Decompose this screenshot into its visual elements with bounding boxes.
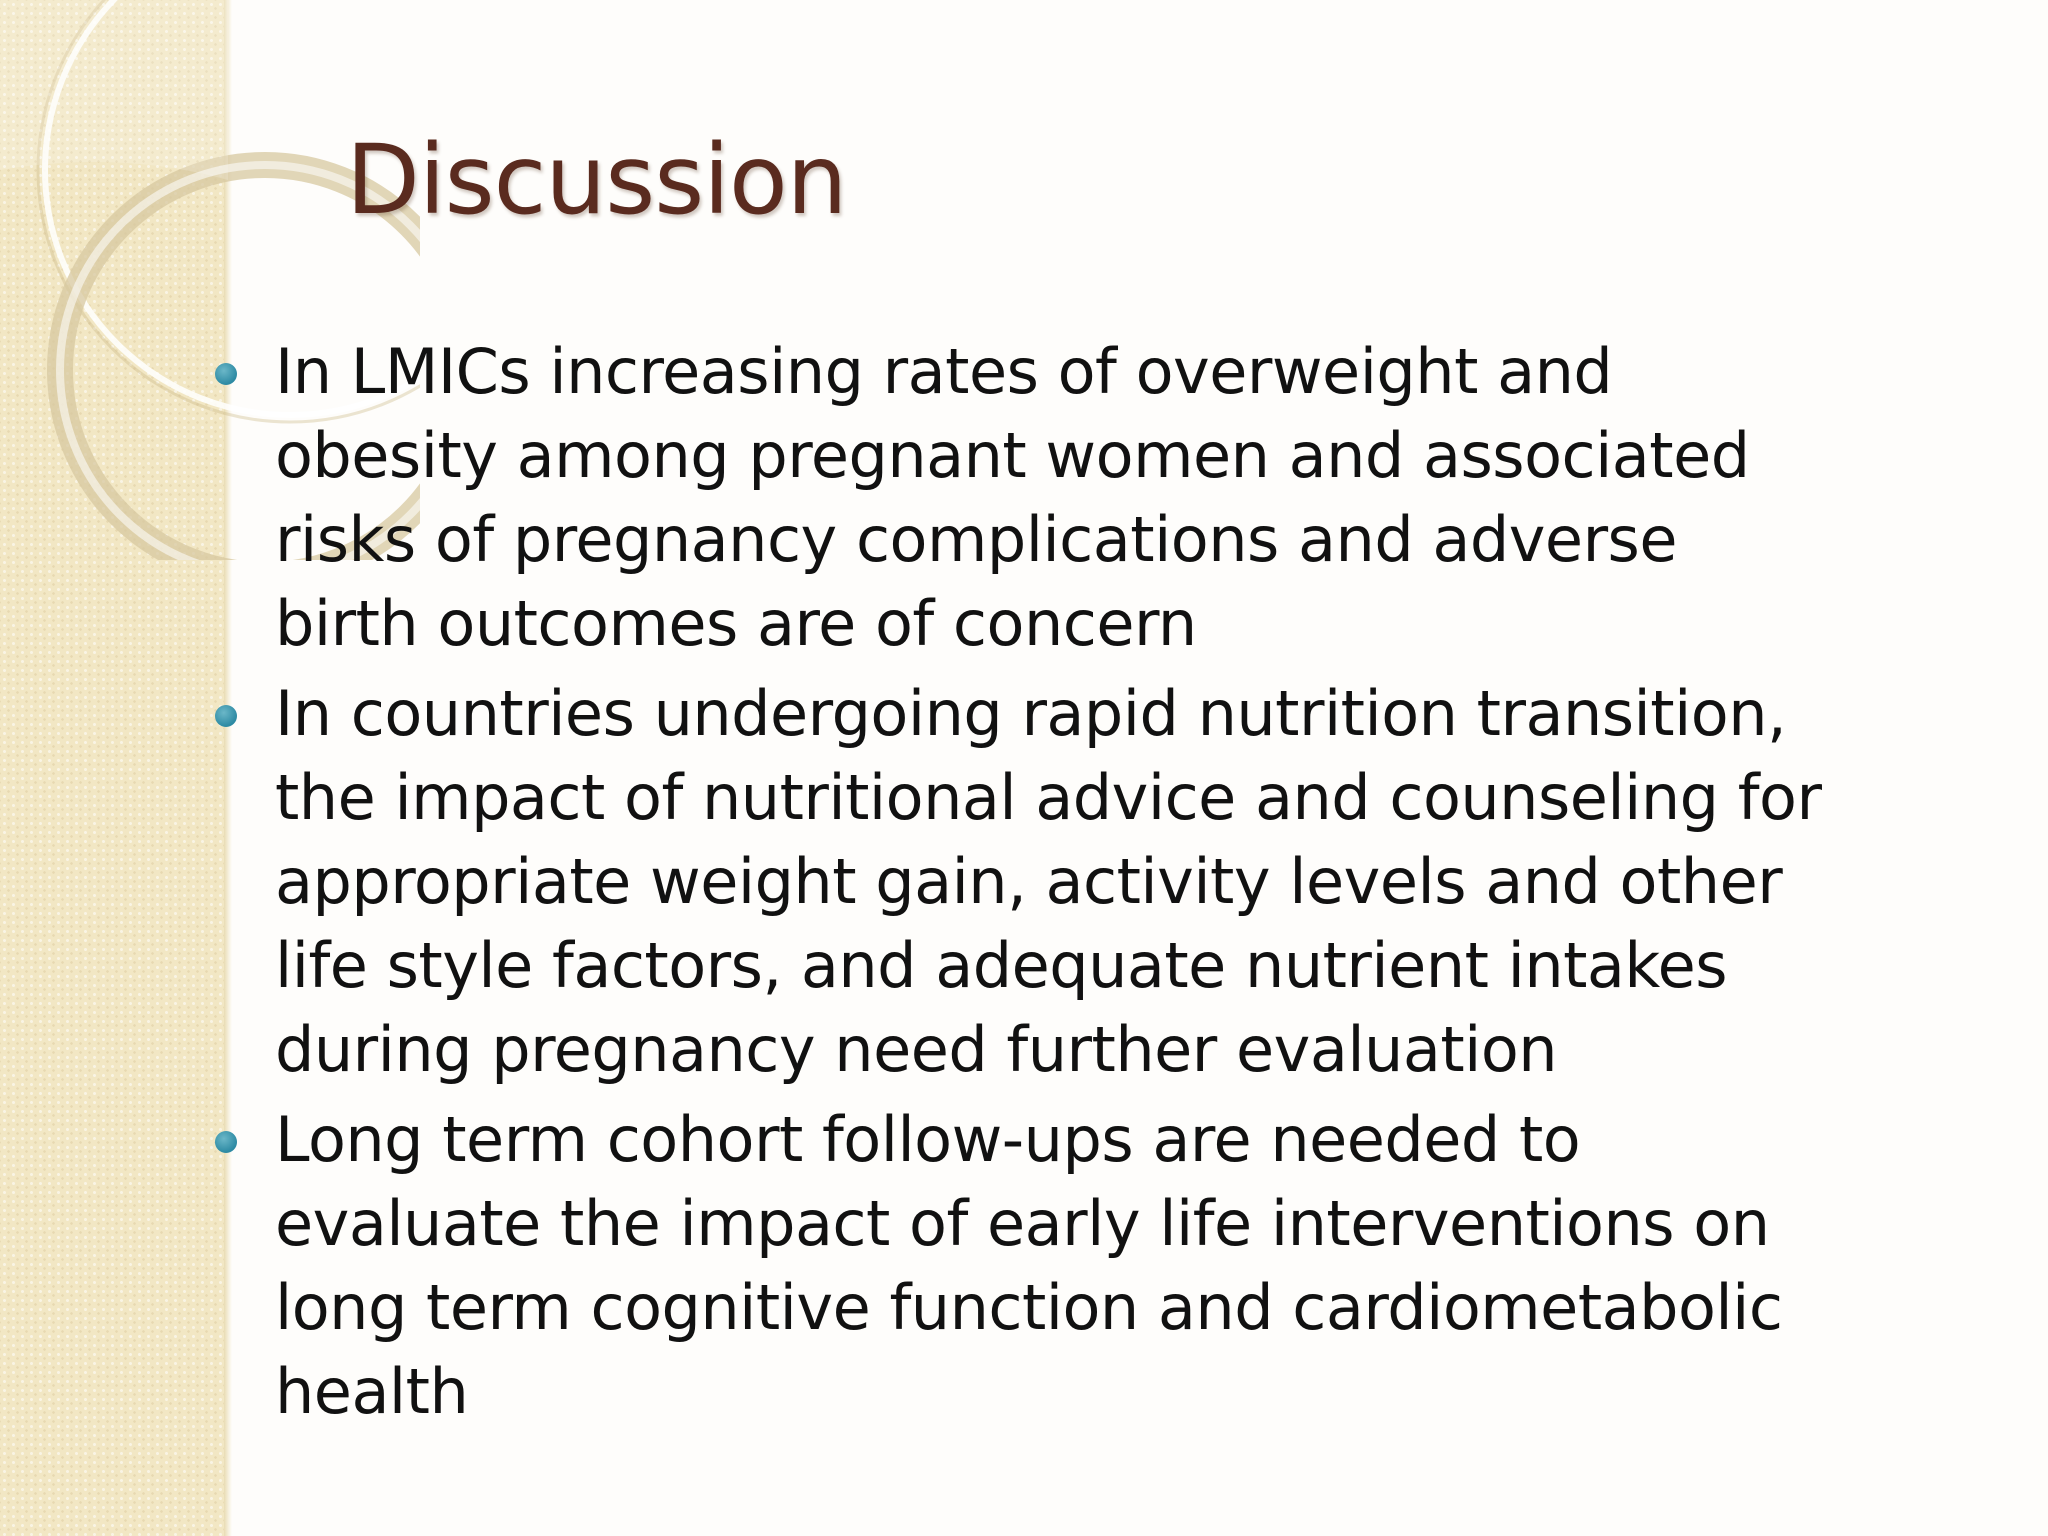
side-band-edge — [224, 0, 232, 1536]
bullet-text: Long term cohort follow-ups are needed to evaluate the impact of early life interventions on long term cognitive function and cardiometabolic health — [275, 1103, 1783, 1428]
bullet-item — [275, 672, 1835, 1092]
bullet-item — [275, 1098, 1835, 1434]
bullet-dot-icon — [215, 1131, 237, 1153]
slide-title: Discussion — [346, 124, 847, 236]
decorative-side-band — [0, 0, 228, 1536]
bullet-text: In LMICs increasing rates of overweight and obesity among pregnant women and associated risks of pregnancy complications and adverse birth outcomes are of concern — [275, 335, 1750, 660]
bullet-dot-icon — [215, 363, 237, 385]
bullet-text: In countries undergoing rapid nutrition transition, the impact of nutritional advice and counseling for appropriate weight gain, activity levels and other life style factors, and adequate nutrient intakes during pregnancy need further evaluation — [275, 677, 1822, 1086]
bullet-list — [275, 330, 1835, 1440]
bullet-dot-icon — [215, 705, 237, 727]
bullet-item — [275, 330, 1835, 666]
